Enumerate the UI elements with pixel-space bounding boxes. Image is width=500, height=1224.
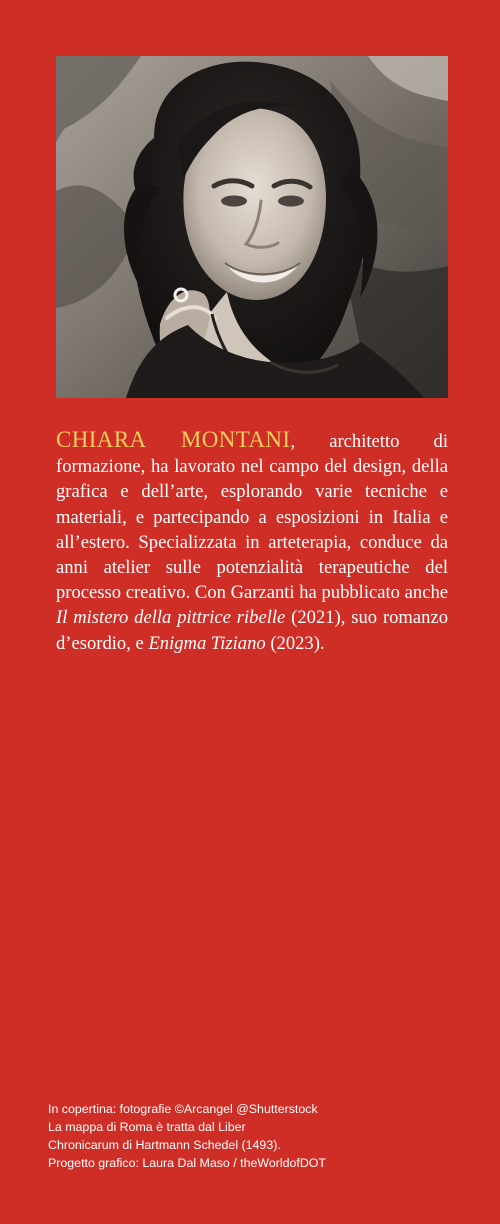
- author-portrait-image: [56, 56, 448, 398]
- author-bio: [56, 427, 448, 656]
- bio-text-part-2: (2021), suo romanzo d’esordio, e: [56, 607, 448, 654]
- bio-text-part-3: (2023).: [265, 632, 325, 654]
- credit-line-2: La mappa di Roma è tratta dal Liber: [48, 1120, 246, 1134]
- credit-line-3: Chronicarum di Hartmann Schedel (1493).: [48, 1138, 281, 1152]
- author-photo: [56, 56, 448, 398]
- book-title-2: Enigma Tiziano: [148, 632, 266, 654]
- credit-line-4: Progetto grafico: Laura Dal Maso / theWorldofDOT: [48, 1156, 326, 1170]
- credit-line-1: In copertina: fotografie ©Arcangel @Shutterstock: [48, 1102, 318, 1116]
- book-title-1: Il mistero della pittrice ribelle: [56, 607, 286, 629]
- author-name: CHIARA MONTANI: [56, 427, 291, 452]
- cover-credits: [48, 1100, 408, 1172]
- bio-text-part-1: , architetto di formazione, ha lavorato nel campo del design, della grafica e dell’arte, esplorando varie tecniche e materiali, e partecipando a esposizioni in Italia e all’estero. Specializzata in arteterapia, conduce da anni atelier sulle potenzialità terapeutiche del processo creativo. Con Garzanti ha pubblicato anche: [56, 431, 448, 604]
